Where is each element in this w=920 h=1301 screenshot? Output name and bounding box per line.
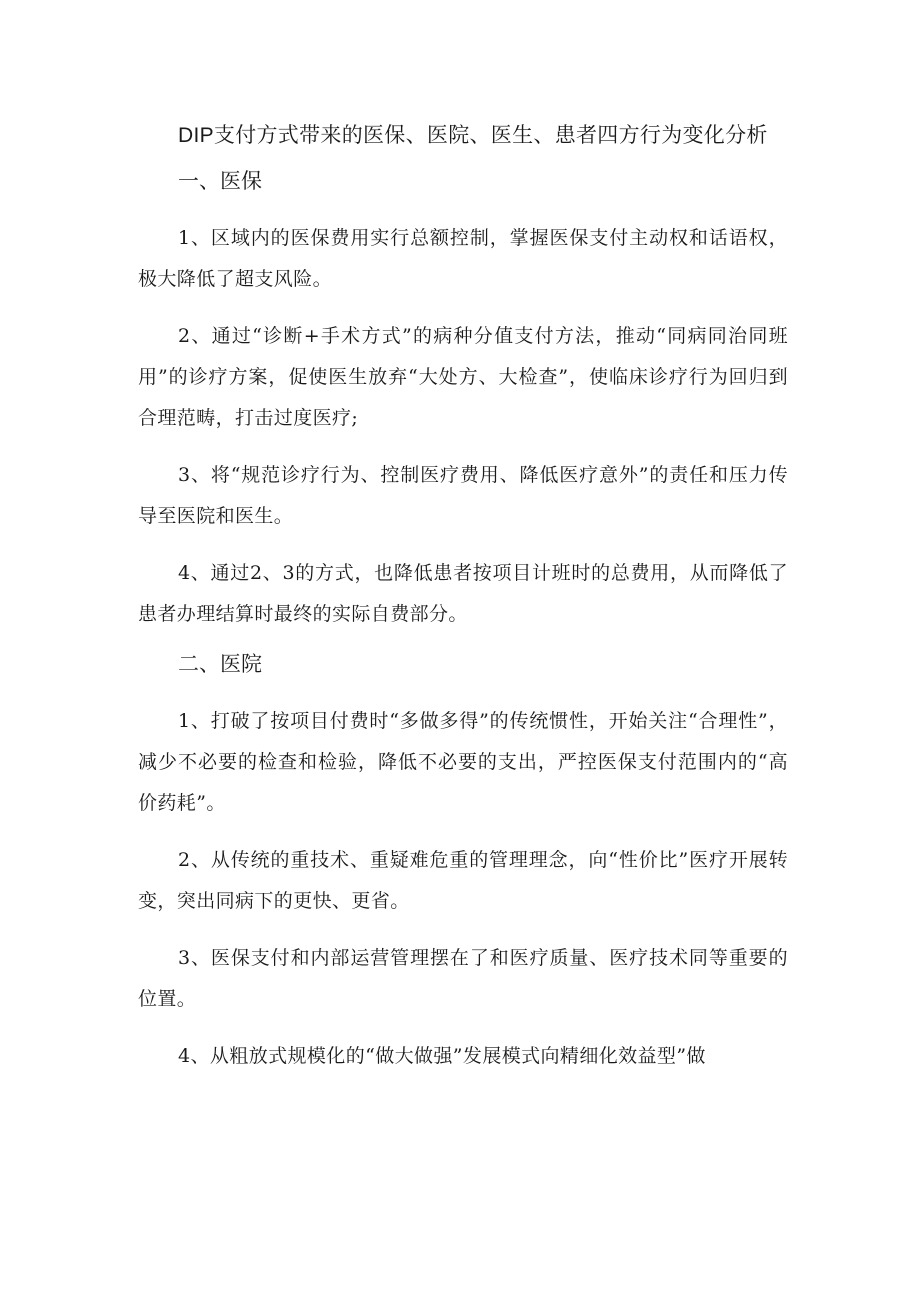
- document-title: DIP支付方式带来的医保、医院、医生、患者四方行为变化分析: [178, 124, 768, 147]
- paragraph: 4、通过2、3的方式，也降低患者按项目计班时的总费用，从而降低了患者办理结算时最终的实际自费部分。: [138, 562, 788, 625]
- paragraph: 1、区域内的医保费用实行总额控制，掌握医保支付主动权和话语权，极大降低了超支风险。: [138, 227, 788, 290]
- paragraph: 1、打破了按项目付费时“多做多得”的传统惯性，开始关注“合理性”，减少不必要的检查和检验，降低不必要的支出，严控医保支付范围内的“高价药耗”。: [138, 710, 788, 814]
- paragraph: 3、医保支付和内部运营管理摆在了和医疗质量、医疗技术同等重要的位置。: [138, 947, 788, 1010]
- paragraph: 2、从传统的重技术、重疑难危重的管理理念，向“性价比”医疗开展转变，突出同病下的更快、更省。: [138, 849, 788, 912]
- paragraph: 2、通过“诊断+手术方式”的病种分值支付方法，推动“同病同治同班用”的诊疗方案，促使医生放弃“大处方、大检查”，使临床诊疗行为回归到合理范畴，打击过度医疗;: [138, 325, 788, 429]
- section-heading-medical-insurance: 一、医保: [178, 170, 262, 193]
- document-body: [138, 112, 788, 1077]
- section-heading-hospital: 二、医院: [178, 653, 262, 676]
- paragraph: 4、从粗放式规模化的“做大做强”发展模式向精细化效益型”做: [178, 1045, 706, 1067]
- paragraph: 3、将“规范诊疗行为、控制医疗费用、降低医疗意外”的责任和压力传导至医院和医生。: [138, 464, 788, 527]
